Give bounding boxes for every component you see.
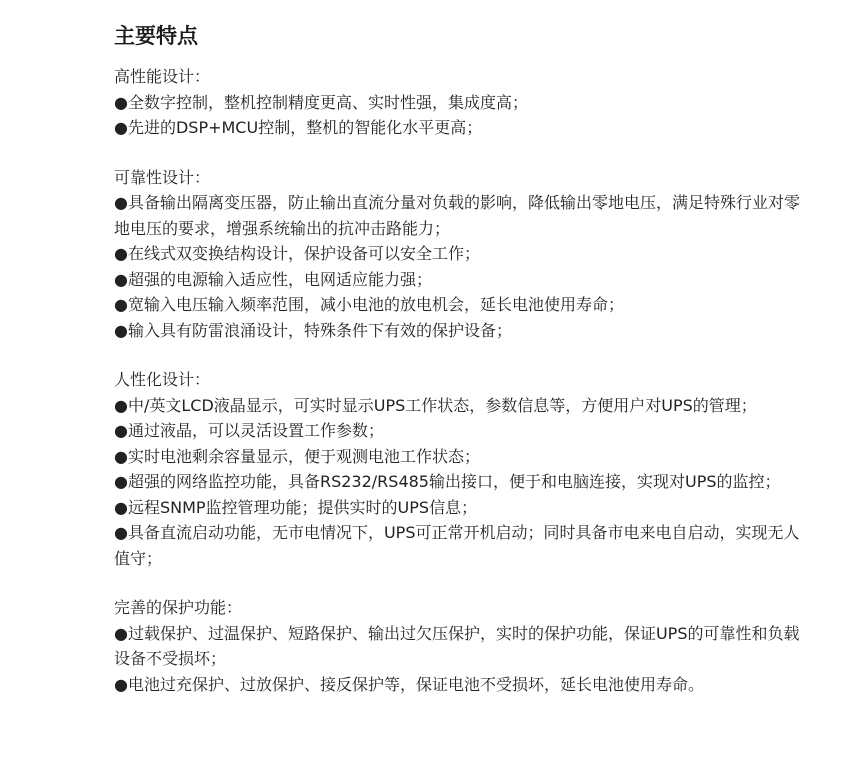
list-item	[114, 444, 804, 470]
section-user-friendly	[114, 367, 804, 571]
list-item	[114, 393, 804, 419]
list-item-text: 通过液晶，可以灵活设置工作参数；	[127, 421, 384, 440]
section-heading: 高性能设计：	[114, 67, 211, 86]
bullet-icon: ●	[114, 193, 128, 212]
bullet-icon: ●	[114, 295, 128, 314]
list-item-text: 过载保护、过温保护、短路保护、输出过欠压保护，实时的保护功能，保证UPS的可靠性和负载设备不受损坏；	[114, 623, 800, 668]
section-protection	[114, 595, 804, 697]
list-item-text: 远程SNMP监控管理功能；提供实时的UPS信息；	[127, 497, 478, 517]
list-item	[114, 318, 804, 344]
bullet-icon: ●	[114, 446, 128, 466]
section-heading: 人性化设计：	[114, 370, 211, 389]
list-item-text: 具备直流启动功能，无市电情况下，UPS可正常开机启动；同时具备市电来电自启动，实现无人值守；	[114, 523, 800, 568]
bullet-icon: ●	[114, 244, 128, 263]
list-item-text: 输入具有防雷浪涌设计，特殊条件下有效的保护设备；	[127, 320, 512, 340]
section-high-performance	[114, 64, 804, 141]
list-item	[114, 115, 804, 141]
list-item	[114, 672, 804, 698]
bullet-icon: ●	[114, 674, 128, 694]
bullet-icon: ●	[114, 421, 128, 440]
bullet-icon: ●	[114, 92, 128, 112]
list-item-text: 中/英文LCD液晶显示，可实时显示UPS工作状态，参数信息等，方便用户对UPS的管理；	[127, 395, 757, 415]
bullet-icon: ●	[114, 472, 128, 491]
section-heading: 完善的保护功能：	[114, 598, 243, 617]
list-item	[114, 520, 804, 571]
bullet-icon: ●	[114, 269, 128, 289]
bullet-icon: ●	[114, 497, 128, 517]
bullet-icon: ●	[114, 320, 128, 340]
bullet-icon: ●	[114, 623, 128, 643]
bullet-icon: ●	[114, 523, 128, 542]
list-item-text: 宽输入电压输入频率范围，减小电池的放电机会，延长电池使用寿命；	[127, 295, 624, 314]
list-item-text: 先进的DSP+MCU控制，整机的智能化水平更高；	[127, 118, 483, 137]
list-item	[114, 267, 804, 293]
list-item-text: 具备输出隔离变压器，防止输出直流分量对负载的影响，降低输出零地电压，满足特殊行业对零地电压的要求，增强系统输出的抗冲击路能力；	[114, 193, 800, 238]
feature-document	[114, 22, 804, 721]
page-title: 主要特点	[114, 24, 198, 48]
list-item	[114, 90, 804, 116]
list-item-text: 超强的网络监控功能，具备RS232/RS485输出接口，便于和电脑连接，实现对UPS的监控；	[127, 472, 781, 491]
section-heading: 可靠性设计：	[114, 167, 211, 187]
list-item	[114, 495, 804, 521]
list-item	[114, 292, 804, 318]
bullet-icon: ●	[114, 395, 128, 415]
list-item	[114, 190, 804, 241]
list-item	[114, 469, 804, 495]
list-item-text: 实时电池剩余容量显示，便于观测电池工作状态；	[127, 446, 480, 466]
list-item-text: 全数字控制，整机控制精度更高、实时性强，集成度高；	[127, 92, 528, 112]
list-item-text: 超强的电源输入适应性，电网适应能力强；	[127, 269, 432, 289]
list-item	[114, 418, 804, 444]
list-item-text: 在线式双变换结构设计，保护设备可以安全工作；	[127, 244, 480, 263]
list-item	[114, 241, 804, 267]
list-item-text: 电池过充保护、过放保护、接反保护等，保证电池不受损坏，延长电池使用寿命。	[127, 674, 704, 694]
bullet-icon: ●	[114, 118, 128, 137]
list-item	[114, 621, 804, 672]
section-reliability	[114, 165, 804, 344]
